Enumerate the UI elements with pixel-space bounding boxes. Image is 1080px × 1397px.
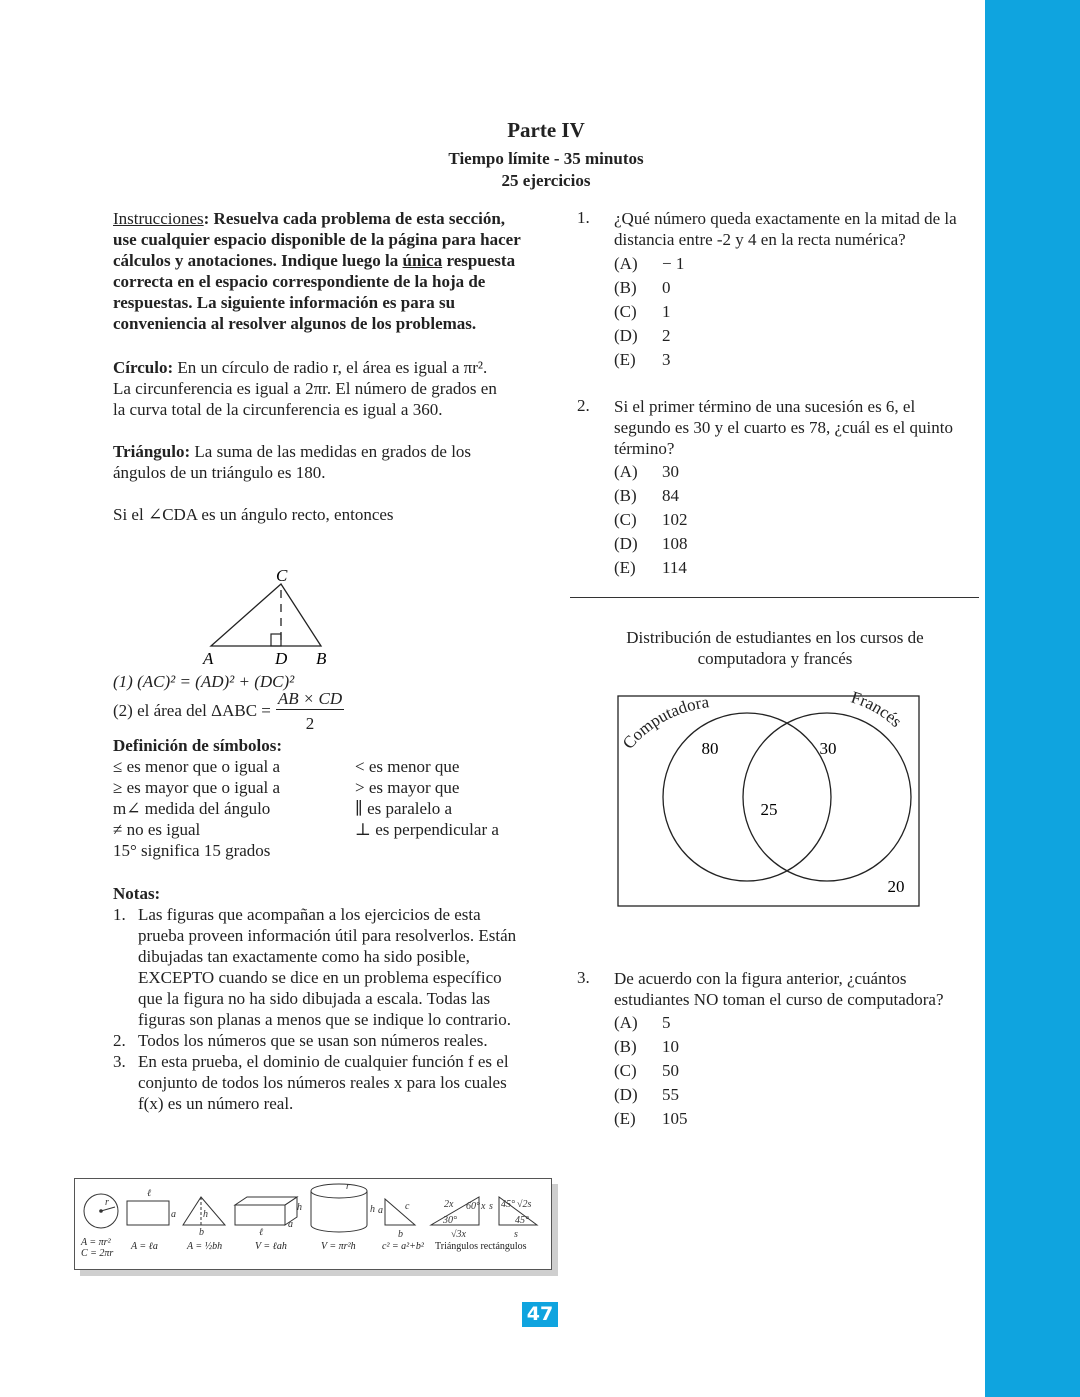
answer-option[interactable] — [614, 1083, 688, 1107]
option-letter: (C) — [614, 1061, 637, 1080]
formula-circle-circumference: C = 2πr — [81, 1248, 114, 1259]
notes-list — [113, 904, 523, 1114]
svg-text:r: r — [346, 1181, 350, 1192]
instructions-line: respuestas. La siguiente información es para su — [113, 293, 456, 312]
svg-text:30°: 30° — [443, 1215, 457, 1226]
option-letter: (A) — [614, 254, 638, 273]
option-letter: (D) — [614, 534, 638, 553]
svg-text:b: b — [398, 1229, 403, 1240]
note-number: 1. — [113, 905, 126, 924]
circle-line: En un círculo de radio r, el área es igual a πr². — [173, 358, 488, 377]
answer-option[interactable] — [614, 324, 684, 348]
option-letter: (A) — [614, 1013, 638, 1032]
venn-label-computer: Computadora — [618, 692, 711, 753]
option-value: 2 — [662, 326, 671, 345]
question-2-options — [614, 460, 688, 580]
vertex-d-label: D — [275, 649, 288, 668]
answer-option[interactable] — [614, 1107, 688, 1131]
symbols-left-list — [113, 756, 280, 861]
formula-cylinder-figure — [311, 1184, 367, 1198]
answer-option[interactable] — [614, 532, 688, 556]
question-line: estudiantes NO toman el curso de computadora? — [614, 990, 944, 1009]
option-value: 102 — [662, 510, 688, 529]
option-value: 55 — [662, 1085, 679, 1104]
right-angle-text: Si el ∠CDA es un ángulo recto, entonces — [113, 505, 394, 524]
triangle-line: La suma de las medidas en grados de los — [190, 442, 472, 461]
svg-text:ℓ: ℓ — [147, 1188, 152, 1199]
formula-circle-area: A = πr² — [81, 1237, 111, 1248]
formula-rectangle-figure — [127, 1201, 169, 1225]
option-letter: (B) — [614, 486, 637, 505]
option-value: 0 — [662, 278, 671, 297]
symbol-item: 15° significa 15 grados — [113, 841, 271, 860]
symbol-item: > es mayor que — [355, 778, 460, 797]
svg-text:60°: 60° — [466, 1201, 480, 1212]
question-line: distancia entre -2 y 4 en la recta numérica? — [614, 230, 906, 249]
triangle-line: ángulos de un triángulo es 180. — [113, 463, 326, 482]
svg-text:45°: 45° — [501, 1199, 515, 1210]
triangle-info — [113, 441, 533, 483]
note-item — [113, 904, 523, 1030]
formula-right-triangle-figure — [385, 1199, 415, 1225]
question-line: De acuerdo con la figura anterior, ¿cuántos — [614, 969, 907, 988]
answer-option[interactable] — [614, 460, 688, 484]
option-value: 84 — [662, 486, 679, 505]
triangle-shape — [211, 584, 321, 646]
note-line: Todos los números que se usan son números reales. — [138, 1031, 488, 1050]
option-value: 3 — [662, 350, 671, 369]
question-line: segundo es 30 y el cuarto es 78, ¿cuál es el quinto — [614, 418, 953, 437]
instructions-line: respuesta — [442, 251, 516, 270]
answer-option[interactable] — [614, 556, 688, 580]
question-1-text — [614, 208, 979, 250]
note-item — [113, 1030, 523, 1051]
note-line: En esta prueba, el dominio de cualquier función f es el — [138, 1052, 509, 1071]
formula-rectangle-area: A = ℓa — [131, 1241, 158, 1252]
note-line: f(x) es un número real. — [138, 1094, 294, 1113]
answer-option[interactable] — [614, 484, 688, 508]
svg-text:r: r — [105, 1197, 109, 1208]
formula-figures — [75, 1179, 551, 1269]
part-title: Parte IV — [507, 118, 585, 142]
instructions-label: Instrucciones — [113, 209, 204, 228]
question-number: 2. — [577, 396, 590, 415]
svg-text:2x: 2x — [444, 1199, 454, 1210]
option-letter: (B) — [614, 1037, 637, 1056]
venn-title-line: computadora y francés — [697, 649, 853, 668]
venn-both: 25 — [760, 800, 778, 819]
option-letter: (E) — [614, 350, 636, 369]
svg-text:h: h — [203, 1209, 208, 1220]
symbol-item: ∥ es paralelo a — [355, 799, 453, 818]
venn-title-line: Distribución de estudiantes en los cursos de — [626, 628, 924, 647]
symbol-item: ≠ no es igual — [113, 820, 201, 839]
formula-circle — [81, 1237, 113, 1259]
symbol-item: ≤ es menor que o igual a — [113, 757, 281, 776]
question-number: 3. — [577, 968, 590, 987]
circle-line: la curva total de la circunferencia es igual a 360. — [113, 400, 443, 419]
page-side-bar — [985, 0, 1080, 1397]
symbol-item: ≥ es mayor que o igual a — [113, 778, 281, 797]
svg-text:b: b — [199, 1227, 204, 1238]
note-line: prueba proveen información útil para resolverlos. Están — [138, 926, 517, 945]
answer-option[interactable] — [614, 300, 684, 324]
note-item — [113, 1051, 523, 1114]
question-line: ¿Qué número queda exactamente en la mitad de la — [614, 209, 957, 228]
question-number: 1. — [577, 208, 590, 227]
option-value: 1 — [662, 302, 671, 321]
question-2-text — [614, 396, 979, 459]
option-value: 108 — [662, 534, 688, 553]
svg-text:h: h — [297, 1202, 302, 1213]
instructions-line: use cualquier espacio disponible de la página para hacer — [113, 230, 521, 249]
formula-special-triangles: Triángulos rectángulos — [435, 1241, 527, 1252]
option-value: 105 — [662, 1109, 688, 1128]
formula-cylinder-volume: V = πr²h — [321, 1241, 356, 1252]
circle-line: La circunferencia es igual a 2πr. El número de grados en — [113, 379, 497, 398]
option-value: − 1 — [662, 254, 685, 273]
notes-heading: Notas: — [113, 884, 161, 903]
answer-option[interactable] — [614, 252, 684, 276]
note-number: 2. — [113, 1031, 126, 1050]
venn-neither: 20 — [887, 877, 905, 896]
formula-triangle-area: A = ½bh — [187, 1241, 223, 1252]
option-value: 10 — [662, 1037, 679, 1056]
vertex-b-label: B — [316, 649, 327, 668]
right-angle-mark — [271, 634, 281, 646]
instructions-emphasis: única — [402, 251, 443, 270]
question-3-options — [614, 1011, 688, 1131]
question-line: Si el primer término de una sucesión es 6, el — [614, 397, 916, 416]
svg-text:√2s: √2s — [517, 1199, 532, 1210]
symbol-item: m∠ medida del ángulo — [113, 799, 271, 818]
svg-text:s: s — [489, 1201, 493, 1212]
svg-text:s: s — [514, 1229, 518, 1240]
svg-text:a: a — [378, 1205, 383, 1216]
note-line: que la figura no ha sido dibujada a escala. Todas las — [138, 989, 491, 1008]
answer-option[interactable] — [614, 348, 684, 372]
option-letter: (E) — [614, 558, 636, 577]
svg-text:h: h — [370, 1204, 375, 1215]
option-letter: (C) — [614, 302, 637, 321]
option-value: 114 — [662, 558, 687, 577]
answer-option[interactable] — [614, 1011, 688, 1035]
symbol-item: < es menor que — [355, 757, 460, 776]
option-letter: (A) — [614, 462, 638, 481]
page-number: 47 — [522, 1302, 558, 1327]
note-number: 3. — [113, 1052, 126, 1071]
instructions-line: correcta en el espacio correspondiente de la hoja de — [113, 272, 486, 291]
instructions-line: cálculos y anotaciones. Indique luego la — [113, 251, 403, 270]
option-value: 30 — [662, 462, 679, 481]
venn-computer-circle — [663, 713, 831, 881]
venn-title — [595, 627, 955, 669]
question-1-options — [614, 252, 684, 372]
option-letter: (D) — [614, 1085, 638, 1104]
section-divider — [570, 597, 979, 598]
svg-text:a: a — [171, 1209, 176, 1220]
instructions-line: : Resuelva cada problema de esta sección, — [203, 209, 506, 228]
question-line: término? — [614, 439, 675, 458]
instructions-line: conveniencia al resolver algunos de los problemas. — [113, 314, 477, 333]
venn-label-french: Francés — [848, 690, 906, 731]
svg-text:a: a — [288, 1219, 293, 1230]
note-line: figuras son planas a menos que se indique lo contrario. — [138, 1010, 511, 1029]
vertex-c-label: C — [276, 566, 288, 585]
circle-label: Círculo: — [113, 358, 174, 377]
rule-2-numerator: AB × CD — [277, 689, 343, 708]
circle-info — [113, 357, 533, 420]
rule-2 — [113, 700, 271, 721]
svg-text:x: x — [481, 1201, 486, 1212]
answer-option[interactable] — [614, 1059, 688, 1083]
triangle-diagram — [195, 562, 345, 670]
formula-pythagoras: c² = a²+b² — [382, 1241, 424, 1252]
option-letter: (D) — [614, 326, 638, 345]
formula-reference-box — [74, 1178, 552, 1270]
option-letter: (E) — [614, 1109, 636, 1128]
vertex-a-label: A — [203, 649, 214, 668]
formula-box-volume: V = ℓah — [255, 1241, 287, 1252]
note-line: EXCEPTO cuando se dice en un problema específico — [138, 968, 502, 987]
triangle-label: Triángulo: — [113, 442, 191, 461]
note-line: dibujadas tan exactamente como ha sido posible, — [138, 947, 470, 966]
option-letter: (B) — [614, 278, 637, 297]
svg-text:45°: 45° — [515, 1215, 529, 1226]
answer-option[interactable] — [614, 1035, 688, 1059]
option-value: 5 — [662, 1013, 671, 1032]
venn-only-computer: 80 — [701, 739, 719, 758]
note-line: Las figuras que acompañan a los ejercicios de esta — [138, 905, 481, 924]
exercise-count: 25 ejercicios — [501, 171, 591, 190]
svg-text:ℓ: ℓ — [259, 1227, 264, 1238]
instructions-block — [113, 208, 523, 334]
symbol-item: ⊥ es perpendicular a — [355, 820, 499, 839]
option-letter: (C) — [614, 510, 637, 529]
option-value: 50 — [662, 1061, 679, 1080]
question-3-text — [614, 968, 979, 1010]
rule-2-denominator: 2 — [305, 714, 315, 733]
symbols-heading: Definición de símbolos: — [113, 736, 283, 755]
answer-option[interactable] — [614, 276, 684, 300]
venn-diagram — [612, 690, 928, 912]
venn-only-french: 30 — [819, 739, 837, 758]
rule-1: (1) (AC)² = (AD)² + (DC)² — [113, 672, 295, 691]
svg-text:√3x: √3x — [451, 1229, 466, 1240]
note-line: conjunto de todos los números reales x para los cuales — [138, 1073, 507, 1092]
time-limit: Tiempo límite - 35 minutos — [448, 149, 644, 168]
answer-option[interactable] — [614, 508, 688, 532]
rule-2-prefix: (2) el área del ΔABC = — [113, 701, 271, 720]
svg-text:c: c — [405, 1201, 410, 1212]
symbols-right-list — [355, 756, 499, 840]
